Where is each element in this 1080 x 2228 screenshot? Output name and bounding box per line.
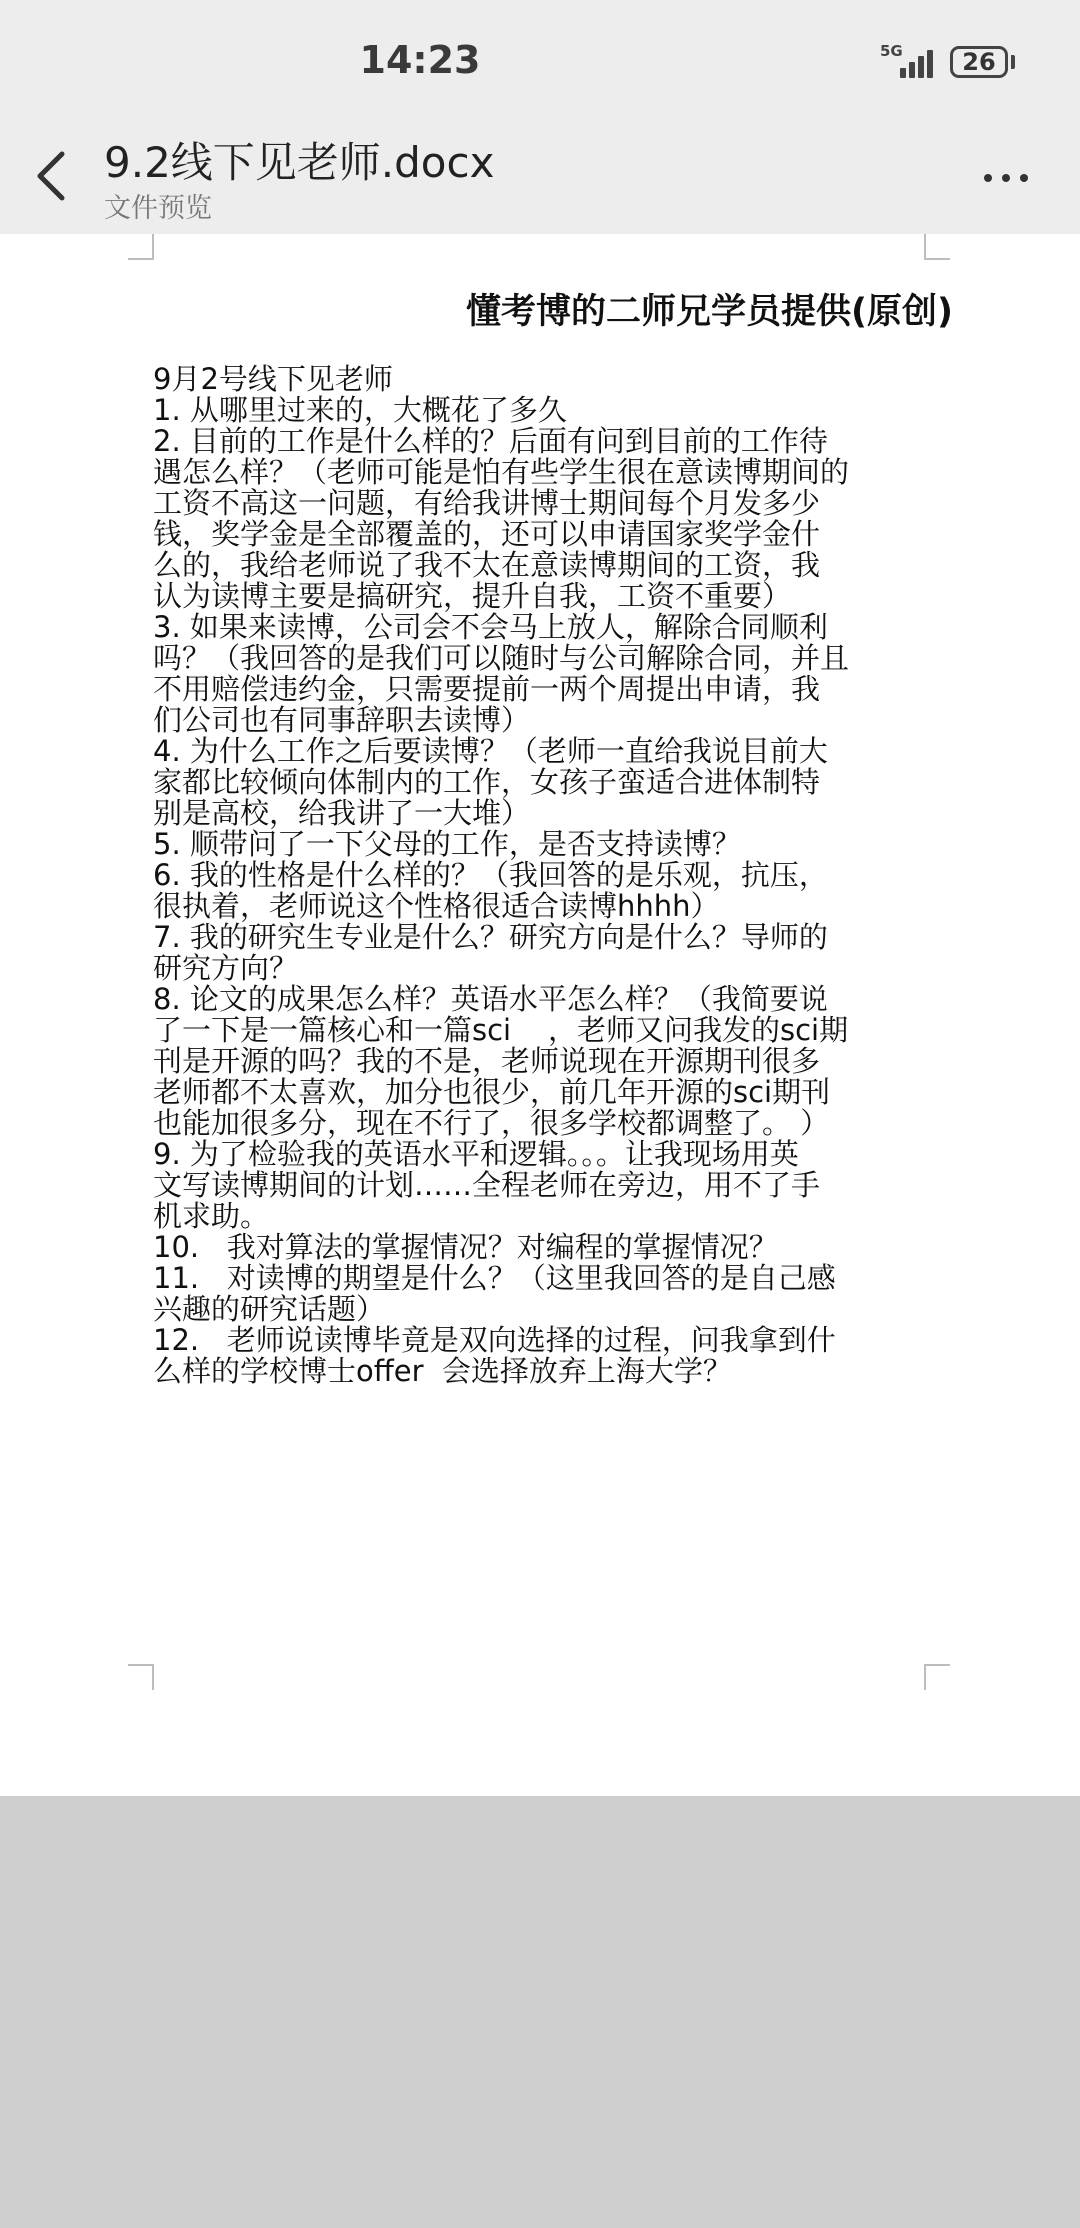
document-line: 8. 论文的成果怎么样？英语水平怎么样？（我简要说: [153, 982, 828, 1016]
document-line: 遇怎么样？（老师可能是怕有些学生很在意读博期间的: [153, 455, 850, 489]
bottom-empty-area: [0, 1796, 1080, 2228]
signal-icon: [880, 42, 940, 82]
document-line: 6. 我的性格是什么样的？（我回答的是乐观，抗压，: [153, 858, 828, 892]
status-bar: [0, 0, 1080, 130]
document-line: 4. 为什么工作之后要读博？（老师一直给我说目前大: [153, 734, 828, 768]
document-subtitle: 文件预览: [104, 193, 212, 224]
document-heading: 懂考博的二师兄学员提供(原创): [466, 292, 953, 332]
back-button[interactable]: [24, 144, 80, 208]
document-line: 10. 我对算法的掌握情况？对编程的掌握情况？: [153, 1230, 778, 1264]
document-line: 文写读博期间的计划……全程老师在旁边，用不了手: [153, 1168, 821, 1202]
document-line: 2. 目前的工作是什么样的？后面有问到目前的工作待: [153, 424, 828, 458]
document-line: 9. 为了检验我的英语水平和逻辑。。。让我现场用英: [153, 1137, 799, 1171]
document-line: 7. 我的研究生专业是什么？研究方向是什么？导师的: [153, 920, 828, 954]
more-horizontal-icon: [984, 174, 992, 182]
document-line: 么样的学校博士offer 会选择放弃上海大学？: [153, 1354, 732, 1388]
document-line: 很执着，老师说这个性格很适合读博hhhh）: [153, 889, 720, 923]
network-type-label: 5G: [880, 42, 903, 60]
document-page[interactable]: [0, 234, 1080, 1796]
document-line: 工资不高这一问题，有给我讲博士期间每个月发多少: [153, 486, 821, 520]
document-line: 了一下是一篇核心和一篇sci ，老师又问我发的sci期: [153, 1013, 849, 1047]
document-line: 不用赔偿违约金，只需要提前一两个周提出申请，我: [153, 672, 821, 706]
document-line: 老师都不太喜欢，加分也很少，前几年开源的sci期刊: [153, 1075, 831, 1109]
page-corner-top-left: [128, 234, 154, 260]
battery-icon: 26: [950, 46, 1008, 78]
document-line: 12. 老师说读博毕竟是双向选择的过程，问我拿到什: [153, 1323, 836, 1357]
document-body: [153, 364, 933, 1387]
document-line: 家都比较倾向体制内的工作，女孩子蛮适合进体制特: [153, 765, 821, 799]
document-title: 9.2线下见老师.docx: [104, 138, 495, 187]
page-corner-top-right: [924, 234, 950, 260]
document-line: 吗？（我回答的是我们可以随时与公司解除合同，并且: [153, 641, 850, 675]
document-line: 3. 如果来读博，公司会不会马上放人，解除合同顺利: [153, 610, 828, 644]
page-corner-bottom-left: [128, 1664, 154, 1690]
document-line: 刊是开源的吗？我的不是，老师说现在开源期刊很多: [153, 1044, 821, 1078]
document-line: 5. 顺带问了一下父母的工作，是否支持读博？: [153, 827, 741, 861]
document-line: 也能加很多分，现在不行了，很多学校都调整了。 ）: [153, 1106, 830, 1140]
app-header: [0, 130, 1080, 234]
status-time: 14:23: [359, 38, 481, 82]
chevron-left-icon: [24, 144, 80, 208]
document-line: 认为读博主要是搞研究，提升自我，工资不重要）: [153, 579, 792, 613]
more-options-button[interactable]: [970, 152, 1040, 202]
document-line: 们公司也有同事辞职去读博）: [153, 703, 531, 737]
document-line: 机求助。: [153, 1199, 270, 1233]
page-corner-bottom-right: [924, 1664, 950, 1690]
document-line: 么的，我给老师说了我不太在意读博期间的工资，我: [153, 548, 821, 582]
document-line: 1. 从哪里过来的，大概花了多久: [153, 393, 567, 427]
document-line: 钱，奖学金是全部覆盖的，还可以申请国家奖学金什: [153, 517, 821, 551]
document-line: 研究方向？: [153, 951, 299, 985]
document-line: 兴趣的研究话题）: [153, 1292, 386, 1326]
document-line: 别是高校，给我讲了一大堆）: [153, 796, 531, 830]
document-line: 9月2号线下见老师: [153, 362, 393, 396]
battery-tip: [1011, 55, 1015, 69]
document-line: 11. 对读博的期望是什么？（这里我回答的是自己感: [153, 1261, 836, 1295]
